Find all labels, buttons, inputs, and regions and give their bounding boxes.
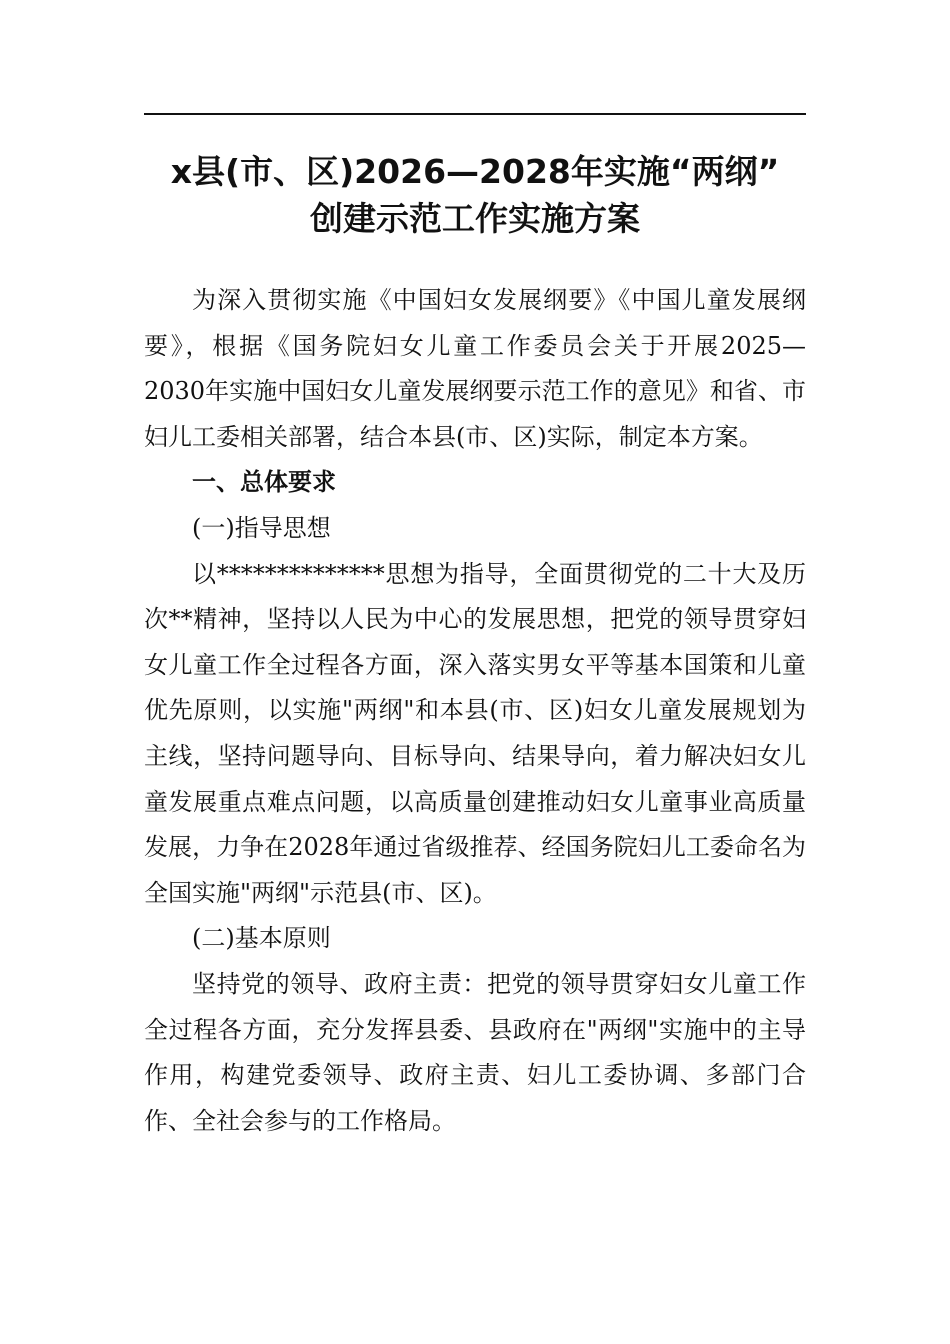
- subsection-heading-basic-principles: (二)基本原则: [192, 924, 331, 953]
- section-heading-general-requirements: 一、总体要求: [192, 468, 336, 497]
- title-line-1: x县(市、区)2026—2028年实施“两纲”: [170, 152, 780, 191]
- document-title: [144, 148, 806, 242]
- intro-paragraph: 为深入贯彻实施《中国妇女发展纲要》《中国儿童发展纲要》，根据《国务院妇女儿童工作委员会关于开展2025—2030年实施中国妇女儿童发展纲要示范工作的意见》和省、市妇儿工委相关部署，结合本县(市、区)实际，制定本方案。: [144, 286, 806, 451]
- document-body: [144, 278, 806, 1144]
- header-rule: [144, 113, 806, 115]
- guiding-ideology-paragraph: 以**************思想为指导，全面贯彻党的二十大及历次**精神，坚持以人民为中心的发展思想，把党的领导贯穿妇女儿童工作全过程各方面，深入落实男女平等基本国策和儿童优先原则，以实施"两纲"和本县(市、区)妇女儿童发展规划为主线，坚持问题导向、目标导向、结果导向，着力解决妇女儿童发展重点难点问题，以高质量创建推动妇女儿童事业高质量发展，力争在2028年通过省级推荐、经国务院妇儿工委命名为全国实施"两纲"示范县(市、区)。: [144, 559, 806, 907]
- subsection-heading-guiding-ideology: (一)指导思想: [192, 513, 331, 542]
- title-line-2: 创建示范工作实施方案: [310, 199, 640, 238]
- principle-paragraph: 坚持党的领导、政府主责：把党的领导贯穿妇女儿童工作全过程各方面，充分发挥县委、县政府在"两纲"实施中的主导作用，构建党委领导、政府主责、妇儿工委协调、多部门合作、全社会参与的工作格局。: [144, 969, 806, 1135]
